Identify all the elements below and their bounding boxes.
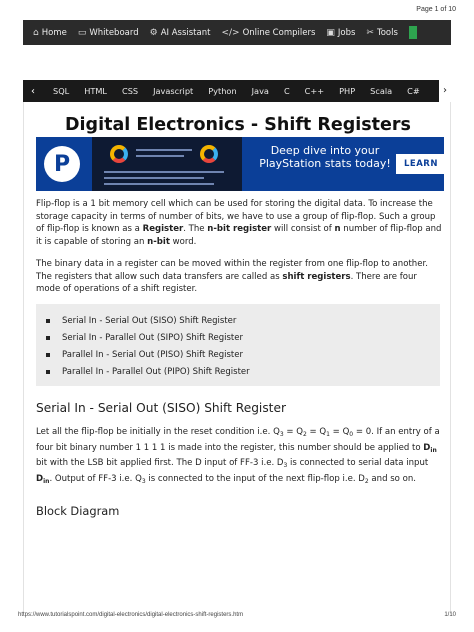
ad-decor-line [104,183,214,185]
lang-html[interactable]: HTML [84,86,107,96]
subscript: 3 [279,431,284,438]
nav-ai-assistant-label: AI Assistant [160,27,211,38]
subscript: 3 [283,462,288,470]
text-run: is connected to the input of the next flip-flop i.e. D [145,473,365,484]
briefcase-icon: ▣ [326,27,335,38]
text-run: bit with the LSB bit applied first. The D input of FF-3 i.e. D [36,458,284,469]
text-run: word. [169,236,197,247]
footer-page-number: 1/10 [444,612,456,618]
text-run: . The [183,224,208,235]
list-item-label: Serial In - Serial Out (SISO) Shift Register [62,315,237,326]
term-shift-registers: shift registers [282,271,351,282]
ad-headline: Deep dive into your PlayStation stats today! [259,144,391,170]
subscript: 1 [326,431,330,438]
ad-learn-button[interactable]: LEARN [396,154,444,174]
block-diagram-heading: Block Diagram [36,504,120,518]
text-run: and so on. [368,473,416,484]
subscript: in [43,477,50,485]
ad-decor-line [104,171,224,173]
bullet-icon [46,319,50,323]
text-run: D [423,442,431,453]
modes-list [36,304,440,386]
nav-whiteboard-label: Whiteboard [89,27,139,38]
ad-donut-chart-icon [200,145,218,163]
text-run: will consist of [271,224,335,235]
list-item [46,346,440,363]
term-register: Register [142,224,184,235]
nav-home-label: Home [41,27,67,38]
page-indicator: Page 1 of 10 [416,6,456,13]
text-run: is connected to serial data input [287,458,429,469]
advertisement-banner[interactable] [36,137,444,191]
intro-paragraph [36,198,442,248]
bullet-icon [46,336,50,340]
ad-logo-letter: P [53,151,71,177]
tools-icon: ✂ [366,27,374,38]
lang-csharp[interactable]: C# [407,86,420,96]
text-run: = Q [306,427,327,437]
subscript: 0 [349,431,354,438]
text-run: = Q [329,427,350,437]
nav-home[interactable] [33,28,67,38]
nav-online-compilers-label: Online Compilers [242,27,316,38]
ad-decor-line [136,149,192,151]
text-run: Flip-flop is a 1 bit memory cell which can be used for storing the digital data. To increase the storage capacity in terms of number of bits, we have to use a group of flip-flop. Such a group of flip-flop is known as a [36,199,436,235]
subscript: in [430,446,437,454]
lang-scroll-left-icon[interactable]: ‹ [31,85,35,97]
nav-online-compilers[interactable] [221,28,315,38]
nav-jobs[interactable] [326,28,355,38]
text-run: . There are four mode of operations of a shift register. [36,271,417,295]
list-item [46,312,440,329]
list-item-label: Parallel In - Serial Out (PISO) Shift Register [62,349,243,360]
lang-python[interactable]: Python [208,86,237,96]
code-icon: </> [221,27,240,38]
lang-scala[interactable]: Scala [370,86,393,96]
whiteboard-icon: ▭ [77,27,87,38]
ad-stats-screenshot [92,137,242,191]
text-run: = Q [283,427,303,437]
list-item [46,363,440,380]
text-run: Let all the flip-flop be initially in the reset condition i.e. Q [36,427,280,437]
page-title: Digital Electronics - Shift Registers [65,115,411,135]
subscript: 3 [141,477,146,485]
article-content [23,102,451,614]
lang-scroll-right-icon[interactable]: › [439,80,451,102]
term-n-bit: n-bit [147,236,170,247]
lang-sql[interactable]: SQL [53,86,70,96]
lang-c[interactable]: C [283,86,290,96]
term-din [36,474,49,484]
text-run: The binary data in a register can be moved within the register from one flip-flop to another. The registers that allow such data transfers are called as [36,259,428,282]
top-navigation-bar [23,20,451,45]
subscript: 2 [364,477,369,485]
ad-decor-line [104,177,204,179]
list-item [46,329,440,346]
term-din [423,443,436,453]
subscript: 2 [302,431,307,438]
ai-assistant-icon: ⚙ [149,27,158,38]
nav-ai-assistant[interactable] [150,28,211,38]
lang-cpp[interactable]: C++ [304,86,325,96]
text-run: . Output of FF-3 i.e. Q [49,473,142,484]
list-item-label: Parallel In - Parallel Out (PIPO) Shift Register [62,366,250,377]
ad-donut-chart-icon [110,145,128,163]
text-run: = 0. If an entry of a four bit binary number 1 1 1 1 is made into the register, this number should be applied to [36,427,440,453]
ad-decor-line [136,155,184,157]
bullet-icon [46,353,50,357]
term-n-bit-register: n-bit register [207,224,272,235]
nav-jobs-label: Jobs [337,27,356,38]
lang-css[interactable]: CSS [122,86,139,96]
home-icon: ⌂ [33,27,39,38]
nav-tools[interactable] [366,28,398,38]
siso-paragraph [36,426,442,488]
shift-register-paragraph [36,258,442,296]
language-navigation-bar [23,80,451,102]
list-item-label: Serial In - Parallel Out (SIPO) Shift Register [62,332,243,343]
text-run: number of flip-flop and it is capable of storing an [36,224,442,247]
footer-url: https://www.tutorialspoint.com/digital-electronics/digital-electronics-shift-registers.htm [18,612,244,618]
lang-java[interactable]: Java [251,86,269,96]
nav-whiteboard[interactable] [78,28,139,38]
bullet-icon [46,370,50,374]
nav-overflow-button[interactable] [409,26,417,39]
siso-heading: Serial In - Serial Out (SISO) Shift Register [36,401,286,415]
playstation-logo-icon [44,146,80,182]
term-n: n [334,224,341,235]
nav-tools-label: Tools [376,27,398,38]
lang-php[interactable]: PHP [339,86,356,96]
lang-javascript[interactable]: Javascript [153,86,194,96]
text-run: D [36,473,44,484]
